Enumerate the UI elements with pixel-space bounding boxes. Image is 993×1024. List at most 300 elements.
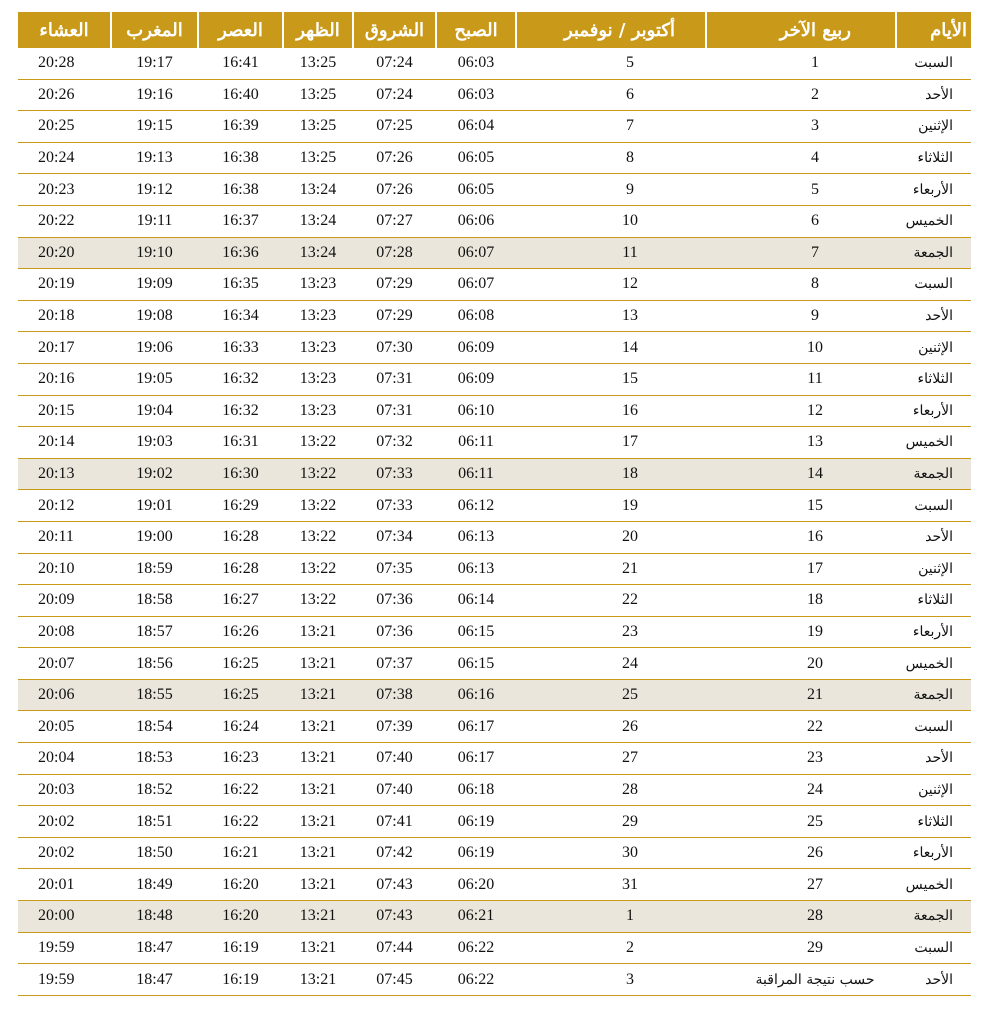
table-row xyxy=(18,269,971,301)
cell-hijri: 24 xyxy=(706,774,896,806)
cell-maghrib: 18:52 xyxy=(111,774,198,806)
cell-hijri: 25 xyxy=(706,806,896,838)
cell-day: الإثنين xyxy=(896,111,971,143)
cell-hijri: 2 xyxy=(706,79,896,111)
header-isha: العشاء xyxy=(18,12,111,48)
cell-day: الإثنين xyxy=(896,774,971,806)
cell-day: الجمعة xyxy=(896,901,971,933)
cell-shurouq: 07:42 xyxy=(353,837,436,869)
header-sobh: الصبح xyxy=(436,12,516,48)
cell-sobh: 06:08 xyxy=(436,300,516,332)
cell-maghrib: 19:06 xyxy=(111,332,198,364)
table-body xyxy=(18,48,971,995)
cell-shurouq: 07:30 xyxy=(353,332,436,364)
cell-shurouq: 07:44 xyxy=(353,932,436,964)
cell-gregorian: 15 xyxy=(516,363,706,395)
cell-maghrib: 19:05 xyxy=(111,363,198,395)
table-header-row xyxy=(18,12,971,48)
cell-asr: 16:31 xyxy=(198,427,283,459)
cell-isha: 20:09 xyxy=(18,585,111,617)
table-row xyxy=(18,837,971,869)
cell-asr: 16:22 xyxy=(198,806,283,838)
cell-sobh: 06:04 xyxy=(436,111,516,143)
cell-shurouq: 07:43 xyxy=(353,901,436,933)
cell-isha: 20:11 xyxy=(18,521,111,553)
cell-day: السبت xyxy=(896,711,971,743)
header-dhuhr: الظهر xyxy=(283,12,353,48)
cell-gregorian: 8 xyxy=(516,142,706,174)
cell-dhuhr: 13:21 xyxy=(283,932,353,964)
cell-hijri: 3 xyxy=(706,111,896,143)
cell-isha: 20:16 xyxy=(18,363,111,395)
cell-hijri: 7 xyxy=(706,237,896,269)
cell-hijri: 8 xyxy=(706,269,896,301)
cell-asr: 16:25 xyxy=(198,679,283,711)
cell-gregorian: 22 xyxy=(516,585,706,617)
cell-hijri: 27 xyxy=(706,869,896,901)
cell-gregorian: 29 xyxy=(516,806,706,838)
cell-hijri: 12 xyxy=(706,395,896,427)
cell-gregorian: 25 xyxy=(516,679,706,711)
cell-hijri: 9 xyxy=(706,300,896,332)
cell-isha: 20:22 xyxy=(18,205,111,237)
cell-dhuhr: 13:21 xyxy=(283,774,353,806)
table-row xyxy=(18,111,971,143)
cell-gregorian: 6 xyxy=(516,79,706,111)
cell-day: الخميس xyxy=(896,205,971,237)
table-row xyxy=(18,237,971,269)
cell-maghrib: 19:11 xyxy=(111,205,198,237)
cell-dhuhr: 13:21 xyxy=(283,901,353,933)
cell-day: الأحد xyxy=(896,79,971,111)
cell-sobh: 06:16 xyxy=(436,679,516,711)
cell-shurouq: 07:35 xyxy=(353,553,436,585)
table-row xyxy=(18,205,971,237)
cell-isha: 20:15 xyxy=(18,395,111,427)
cell-hijri: 15 xyxy=(706,490,896,522)
cell-maghrib: 18:51 xyxy=(111,806,198,838)
cell-gregorian: 17 xyxy=(516,427,706,459)
cell-dhuhr: 13:21 xyxy=(283,648,353,680)
table-row xyxy=(18,332,971,364)
cell-dhuhr: 13:22 xyxy=(283,490,353,522)
cell-day: الأحد xyxy=(896,300,971,332)
cell-asr: 16:22 xyxy=(198,774,283,806)
cell-dhuhr: 13:24 xyxy=(283,174,353,206)
cell-gregorian: 3 xyxy=(516,964,706,996)
cell-shurouq: 07:40 xyxy=(353,774,436,806)
table-row xyxy=(18,48,971,79)
cell-asr: 16:20 xyxy=(198,901,283,933)
cell-asr: 16:29 xyxy=(198,490,283,522)
cell-hijri: 1 xyxy=(706,48,896,79)
table-row xyxy=(18,901,971,933)
cell-day: السبت xyxy=(896,48,971,79)
cell-gregorian: 30 xyxy=(516,837,706,869)
cell-gregorian: 20 xyxy=(516,521,706,553)
cell-isha: 20:20 xyxy=(18,237,111,269)
cell-shurouq: 07:29 xyxy=(353,269,436,301)
cell-shurouq: 07:31 xyxy=(353,395,436,427)
cell-asr: 16:24 xyxy=(198,711,283,743)
cell-sobh: 06:17 xyxy=(436,711,516,743)
table-row xyxy=(18,679,971,711)
cell-day: الأربعاء xyxy=(896,616,971,648)
cell-maghrib: 19:16 xyxy=(111,79,198,111)
cell-shurouq: 07:32 xyxy=(353,427,436,459)
cell-isha: 19:59 xyxy=(18,964,111,996)
cell-hijri: 5 xyxy=(706,174,896,206)
cell-isha: 20:04 xyxy=(18,743,111,775)
cell-day: الأحد xyxy=(896,521,971,553)
cell-hijri: 19 xyxy=(706,616,896,648)
cell-sobh: 06:15 xyxy=(436,616,516,648)
cell-maghrib: 19:02 xyxy=(111,458,198,490)
cell-sobh: 06:03 xyxy=(436,79,516,111)
cell-sobh: 06:09 xyxy=(436,363,516,395)
cell-maghrib: 18:55 xyxy=(111,679,198,711)
header-gregorian: أكتوبر / نوفمبر xyxy=(516,12,706,48)
cell-maghrib: 19:17 xyxy=(111,48,198,79)
cell-dhuhr: 13:21 xyxy=(283,964,353,996)
cell-asr: 16:19 xyxy=(198,932,283,964)
cell-maghrib: 19:12 xyxy=(111,174,198,206)
cell-maghrib: 19:04 xyxy=(111,395,198,427)
cell-hijri: 29 xyxy=(706,932,896,964)
cell-day: الأربعاء xyxy=(896,174,971,206)
cell-dhuhr: 13:21 xyxy=(283,679,353,711)
cell-dhuhr: 13:25 xyxy=(283,79,353,111)
cell-hijri: 17 xyxy=(706,553,896,585)
cell-shurouq: 07:34 xyxy=(353,521,436,553)
cell-day: الخميس xyxy=(896,427,971,459)
cell-shurouq: 07:25 xyxy=(353,111,436,143)
cell-sobh: 06:13 xyxy=(436,553,516,585)
cell-maghrib: 19:00 xyxy=(111,521,198,553)
cell-dhuhr: 13:22 xyxy=(283,521,353,553)
table-row xyxy=(18,142,971,174)
cell-gregorian: 16 xyxy=(516,395,706,427)
cell-hijri: 23 xyxy=(706,743,896,775)
cell-hijri: 20 xyxy=(706,648,896,680)
table-row xyxy=(18,932,971,964)
table-row xyxy=(18,743,971,775)
table-row xyxy=(18,711,971,743)
cell-day: الثلاثاء xyxy=(896,363,971,395)
cell-maghrib: 18:57 xyxy=(111,616,198,648)
cell-maghrib: 18:47 xyxy=(111,964,198,996)
cell-asr: 16:34 xyxy=(198,300,283,332)
cell-asr: 16:28 xyxy=(198,521,283,553)
cell-dhuhr: 13:21 xyxy=(283,806,353,838)
cell-sobh: 06:13 xyxy=(436,521,516,553)
cell-day: الثلاثاء xyxy=(896,142,971,174)
cell-isha: 20:07 xyxy=(18,648,111,680)
cell-maghrib: 19:10 xyxy=(111,237,198,269)
cell-hijri: 26 xyxy=(706,837,896,869)
cell-sobh: 06:20 xyxy=(436,869,516,901)
cell-day: الخميس xyxy=(896,648,971,680)
cell-isha: 20:10 xyxy=(18,553,111,585)
cell-isha: 20:01 xyxy=(18,869,111,901)
cell-dhuhr: 13:23 xyxy=(283,332,353,364)
cell-isha: 20:24 xyxy=(18,142,111,174)
cell-sobh: 06:10 xyxy=(436,395,516,427)
cell-shurouq: 07:27 xyxy=(353,205,436,237)
cell-maghrib: 18:59 xyxy=(111,553,198,585)
cell-dhuhr: 13:22 xyxy=(283,585,353,617)
cell-sobh: 06:14 xyxy=(436,585,516,617)
cell-maghrib: 19:08 xyxy=(111,300,198,332)
cell-day: السبت xyxy=(896,269,971,301)
cell-maghrib: 18:48 xyxy=(111,901,198,933)
table-row xyxy=(18,806,971,838)
cell-shurouq: 07:43 xyxy=(353,869,436,901)
table-row xyxy=(18,616,971,648)
header-maghrib: المغرب xyxy=(111,12,198,48)
cell-shurouq: 07:33 xyxy=(353,458,436,490)
cell-gregorian: 28 xyxy=(516,774,706,806)
table-row xyxy=(18,964,971,996)
cell-hijri: 11 xyxy=(706,363,896,395)
cell-shurouq: 07:33 xyxy=(353,490,436,522)
cell-hijri: 10 xyxy=(706,332,896,364)
cell-dhuhr: 13:23 xyxy=(283,395,353,427)
cell-shurouq: 07:37 xyxy=(353,648,436,680)
cell-dhuhr: 13:25 xyxy=(283,142,353,174)
cell-asr: 16:28 xyxy=(198,553,283,585)
cell-shurouq: 07:45 xyxy=(353,964,436,996)
cell-sobh: 06:05 xyxy=(436,174,516,206)
cell-shurouq: 07:24 xyxy=(353,79,436,111)
prayer-times-table xyxy=(18,12,971,996)
table-row xyxy=(18,363,971,395)
cell-isha: 19:59 xyxy=(18,932,111,964)
cell-sobh: 06:07 xyxy=(436,237,516,269)
cell-isha: 20:06 xyxy=(18,679,111,711)
cell-dhuhr: 13:23 xyxy=(283,300,353,332)
cell-maghrib: 18:53 xyxy=(111,743,198,775)
cell-dhuhr: 13:22 xyxy=(283,427,353,459)
cell-day: الأحد xyxy=(896,964,971,996)
cell-day: الجمعة xyxy=(896,458,971,490)
cell-hijri: 6 xyxy=(706,205,896,237)
cell-asr: 16:32 xyxy=(198,363,283,395)
cell-hijri: 4 xyxy=(706,142,896,174)
cell-isha: 20:25 xyxy=(18,111,111,143)
cell-hijri: 22 xyxy=(706,711,896,743)
cell-gregorian: 21 xyxy=(516,553,706,585)
table-row xyxy=(18,585,971,617)
header-day: الأيام xyxy=(896,12,971,48)
table-row xyxy=(18,79,971,111)
cell-isha: 20:13 xyxy=(18,458,111,490)
cell-asr: 16:37 xyxy=(198,205,283,237)
cell-dhuhr: 13:22 xyxy=(283,553,353,585)
cell-asr: 16:40 xyxy=(198,79,283,111)
cell-asr: 16:32 xyxy=(198,395,283,427)
cell-sobh: 06:06 xyxy=(436,205,516,237)
cell-gregorian: 31 xyxy=(516,869,706,901)
cell-gregorian: 13 xyxy=(516,300,706,332)
cell-day: السبت xyxy=(896,932,971,964)
header-asr: العصر xyxy=(198,12,283,48)
cell-day: الإثنين xyxy=(896,332,971,364)
table-row xyxy=(18,774,971,806)
cell-gregorian: 27 xyxy=(516,743,706,775)
cell-asr: 16:36 xyxy=(198,237,283,269)
cell-shurouq: 07:36 xyxy=(353,616,436,648)
cell-day: الثلاثاء xyxy=(896,585,971,617)
cell-shurouq: 07:39 xyxy=(353,711,436,743)
cell-dhuhr: 13:24 xyxy=(283,205,353,237)
cell-asr: 16:23 xyxy=(198,743,283,775)
header-hijri: ربيع الآخر xyxy=(706,12,896,48)
cell-isha: 20:17 xyxy=(18,332,111,364)
table-row xyxy=(18,300,971,332)
cell-sobh: 06:22 xyxy=(436,932,516,964)
cell-asr: 16:30 xyxy=(198,458,283,490)
cell-shurouq: 07:41 xyxy=(353,806,436,838)
cell-day: الأحد xyxy=(896,743,971,775)
cell-maghrib: 18:54 xyxy=(111,711,198,743)
cell-isha: 20:26 xyxy=(18,79,111,111)
cell-dhuhr: 13:25 xyxy=(283,48,353,79)
cell-maghrib: 18:49 xyxy=(111,869,198,901)
cell-gregorian: 7 xyxy=(516,111,706,143)
cell-hijri: 28 xyxy=(706,901,896,933)
cell-maghrib: 18:58 xyxy=(111,585,198,617)
cell-dhuhr: 13:21 xyxy=(283,837,353,869)
table-row xyxy=(18,869,971,901)
cell-dhuhr: 13:21 xyxy=(283,616,353,648)
cell-dhuhr: 13:23 xyxy=(283,269,353,301)
cell-gregorian: 9 xyxy=(516,174,706,206)
cell-gregorian: 2 xyxy=(516,932,706,964)
cell-asr: 16:25 xyxy=(198,648,283,680)
cell-day: الجمعة xyxy=(896,237,971,269)
cell-maghrib: 18:50 xyxy=(111,837,198,869)
cell-shurouq: 07:26 xyxy=(353,142,436,174)
table-row xyxy=(18,427,971,459)
cell-isha: 20:28 xyxy=(18,48,111,79)
table-row xyxy=(18,174,971,206)
cell-dhuhr: 13:21 xyxy=(283,869,353,901)
cell-hijri: 18 xyxy=(706,585,896,617)
cell-shurouq: 07:26 xyxy=(353,174,436,206)
cell-asr: 16:33 xyxy=(198,332,283,364)
cell-dhuhr: 13:25 xyxy=(283,111,353,143)
cell-day: الخميس xyxy=(896,869,971,901)
cell-hijri: حسب نتيجة المراقبة xyxy=(706,964,896,996)
cell-sobh: 06:09 xyxy=(436,332,516,364)
cell-gregorian: 14 xyxy=(516,332,706,364)
cell-day: الثلاثاء xyxy=(896,806,971,838)
cell-shurouq: 07:36 xyxy=(353,585,436,617)
cell-isha: 20:23 xyxy=(18,174,111,206)
table-row xyxy=(18,490,971,522)
cell-hijri: 13 xyxy=(706,427,896,459)
cell-gregorian: 5 xyxy=(516,48,706,79)
prayer-times-document xyxy=(18,12,971,996)
cell-shurouq: 07:29 xyxy=(353,300,436,332)
cell-sobh: 06:15 xyxy=(436,648,516,680)
cell-maghrib: 18:56 xyxy=(111,648,198,680)
cell-isha: 20:14 xyxy=(18,427,111,459)
cell-sobh: 06:21 xyxy=(436,901,516,933)
cell-dhuhr: 13:22 xyxy=(283,458,353,490)
cell-isha: 20:18 xyxy=(18,300,111,332)
cell-gregorian: 26 xyxy=(516,711,706,743)
cell-shurouq: 07:31 xyxy=(353,363,436,395)
cell-day: الجمعة xyxy=(896,679,971,711)
cell-dhuhr: 13:21 xyxy=(283,743,353,775)
table-row xyxy=(18,553,971,585)
cell-maghrib: 19:15 xyxy=(111,111,198,143)
cell-shurouq: 07:38 xyxy=(353,679,436,711)
cell-day: الأربعاء xyxy=(896,395,971,427)
cell-asr: 16:21 xyxy=(198,837,283,869)
cell-maghrib: 18:47 xyxy=(111,932,198,964)
cell-sobh: 06:22 xyxy=(436,964,516,996)
cell-asr: 16:26 xyxy=(198,616,283,648)
cell-isha: 20:12 xyxy=(18,490,111,522)
cell-sobh: 06:19 xyxy=(436,837,516,869)
cell-gregorian: 24 xyxy=(516,648,706,680)
cell-isha: 20:05 xyxy=(18,711,111,743)
cell-sobh: 06:11 xyxy=(436,458,516,490)
cell-shurouq: 07:40 xyxy=(353,743,436,775)
cell-sobh: 06:19 xyxy=(436,806,516,838)
cell-sobh: 06:18 xyxy=(436,774,516,806)
table-row xyxy=(18,521,971,553)
table-row xyxy=(18,395,971,427)
cell-gregorian: 18 xyxy=(516,458,706,490)
cell-dhuhr: 13:21 xyxy=(283,711,353,743)
cell-asr: 16:19 xyxy=(198,964,283,996)
cell-isha: 20:03 xyxy=(18,774,111,806)
cell-sobh: 06:17 xyxy=(436,743,516,775)
cell-hijri: 16 xyxy=(706,521,896,553)
cell-asr: 16:27 xyxy=(198,585,283,617)
cell-asr: 16:38 xyxy=(198,142,283,174)
cell-sobh: 06:05 xyxy=(436,142,516,174)
cell-asr: 16:38 xyxy=(198,174,283,206)
cell-maghrib: 19:13 xyxy=(111,142,198,174)
cell-gregorian: 12 xyxy=(516,269,706,301)
cell-hijri: 14 xyxy=(706,458,896,490)
cell-dhuhr: 13:24 xyxy=(283,237,353,269)
cell-shurouq: 07:28 xyxy=(353,237,436,269)
table-row xyxy=(18,648,971,680)
cell-sobh: 06:11 xyxy=(436,427,516,459)
cell-sobh: 06:03 xyxy=(436,48,516,79)
cell-day: الإثنين xyxy=(896,553,971,585)
cell-isha: 20:00 xyxy=(18,901,111,933)
cell-shurouq: 07:24 xyxy=(353,48,436,79)
cell-asr: 16:41 xyxy=(198,48,283,79)
cell-gregorian: 23 xyxy=(516,616,706,648)
cell-isha: 20:02 xyxy=(18,806,111,838)
cell-asr: 16:20 xyxy=(198,869,283,901)
cell-isha: 20:02 xyxy=(18,837,111,869)
cell-hijri: 21 xyxy=(706,679,896,711)
cell-isha: 20:08 xyxy=(18,616,111,648)
cell-gregorian: 1 xyxy=(516,901,706,933)
cell-gregorian: 10 xyxy=(516,205,706,237)
cell-dhuhr: 13:23 xyxy=(283,363,353,395)
cell-maghrib: 19:01 xyxy=(111,490,198,522)
